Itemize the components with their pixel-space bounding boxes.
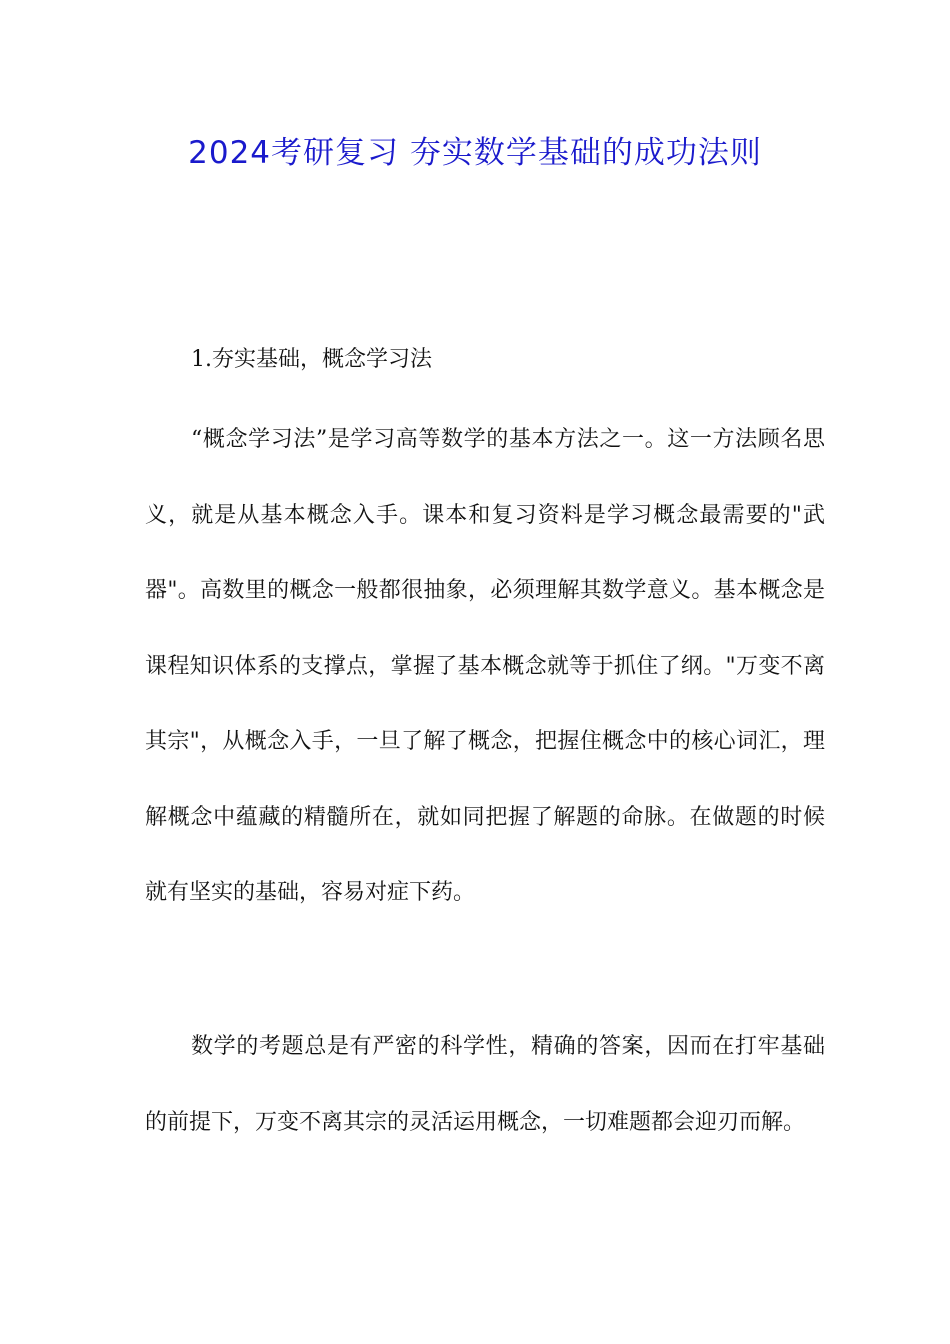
- body-paragraph: 数学的考题总是有严密的科学性，精确的答案，因而在打牢基础的前提下，万变不离其宗的灵活运用概念，一切难题都会迎刃而解。: [145, 1034, 825, 1135]
- document-title: 2024考研复习 夯实数学基础的成功法则: [188, 135, 762, 171]
- body-paragraph: “概念学习法”是学习高等数学的基本方法之一。这一方法顾名思义，就是从基本概念入手。课本和复习资料是学习概念最需要的"武器"。高数里的概念一般都很抽象，必须理解其数学意义。基本概念是课程知识体系的支撑点，掌握了基本概念就等于抓住了纲。"万变不离其宗"，从概念入手，一旦了解了概念，把握住概念中的核心词汇，理解概念中蕴藏的精髓所在，就如同把握了解题的命脉。在做题的时候就有坚实的基础，容易对症下药。: [145, 427, 825, 905]
- section-heading: 1.夯实基础，概念学习法: [191, 347, 432, 372]
